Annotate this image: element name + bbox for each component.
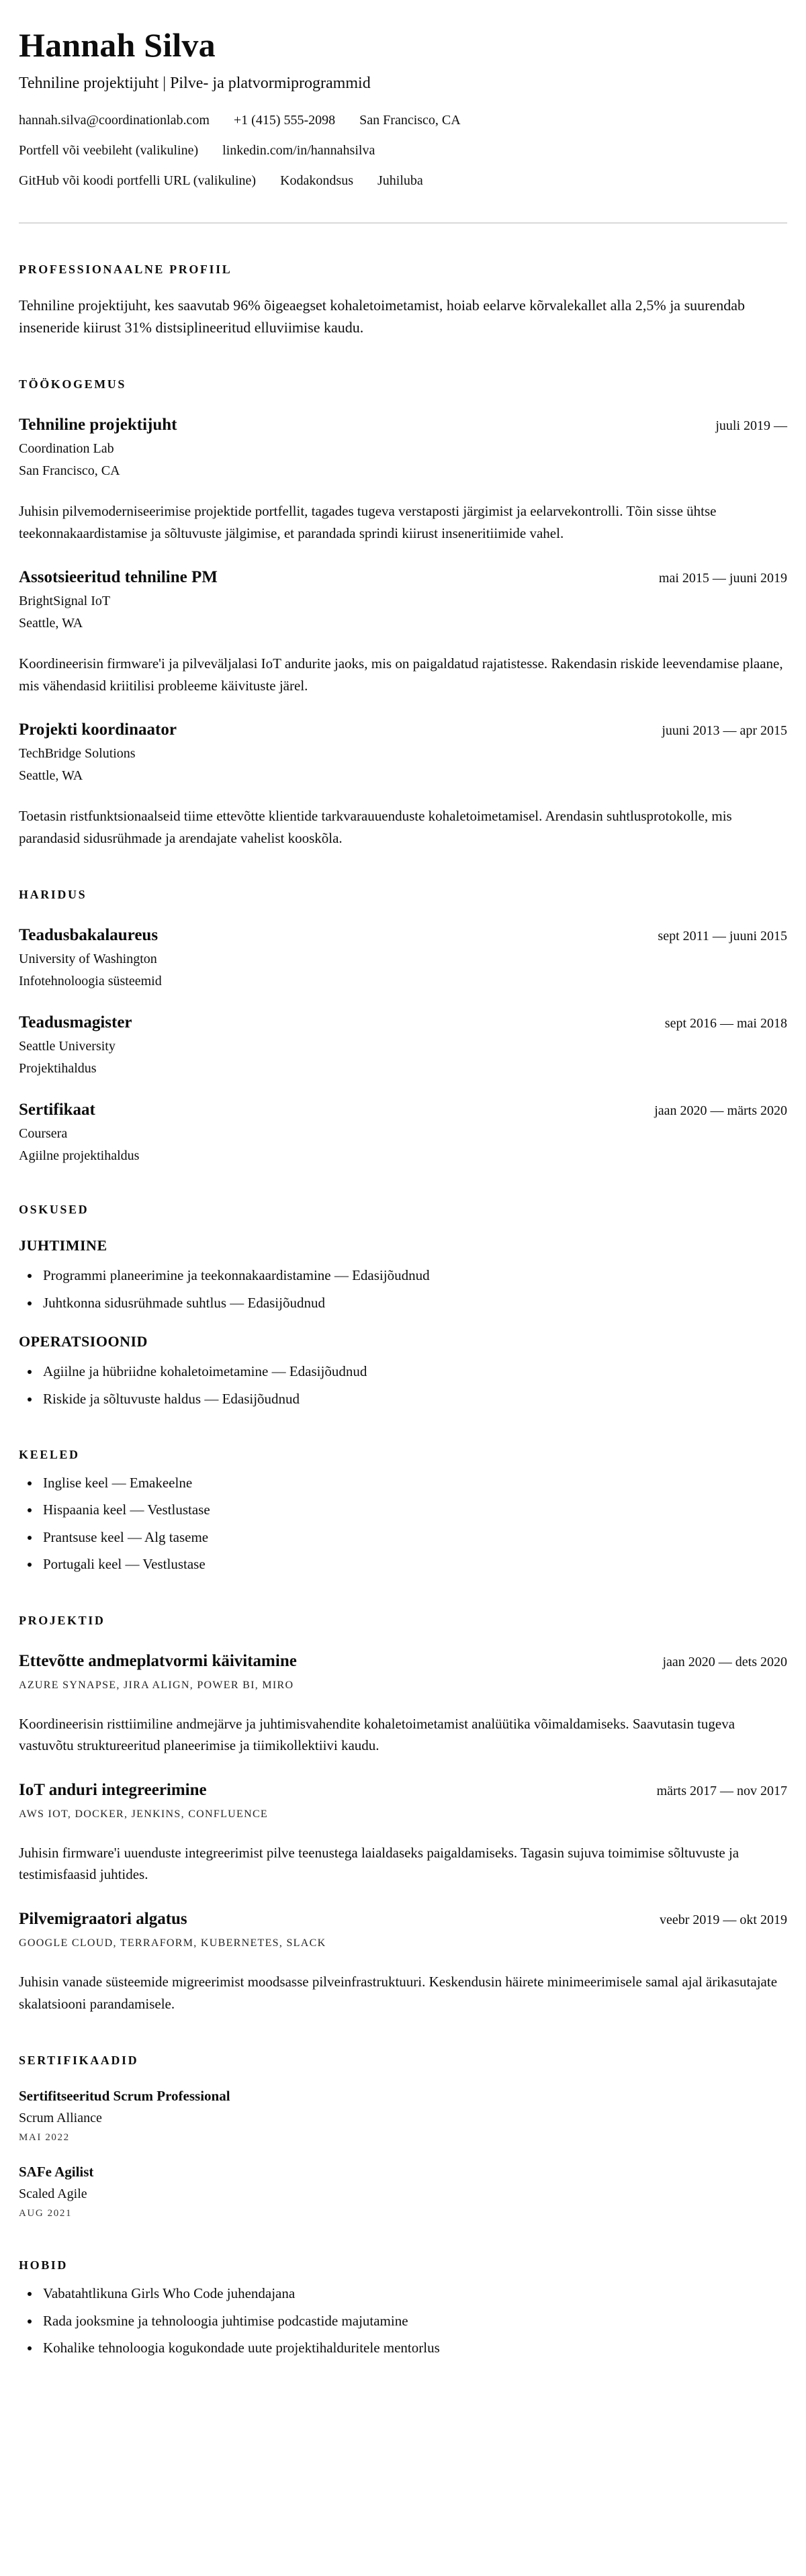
school-name: University of Washington [19, 952, 157, 967]
hobby-item: • Kohalike tehnoloogia kogukondade uute projektihalduritele mentorlus [40, 2338, 787, 2358]
skill-item: • Riskide ja sõltuvuste haldus — Edasijõudnud [40, 1389, 787, 1409]
section-projects [19, 1614, 787, 2015]
school-name: Seattle University [19, 1039, 116, 1054]
field-of-study: Agiilne projektihaldus [19, 1148, 140, 1164]
contact-item-portfolio: Portfell või veebileht (valikuline) [19, 143, 199, 158]
hobby-list [19, 2283, 787, 2358]
field-of-study: Projektihaldus [19, 1061, 97, 1076]
language-item: • Hispaania keel — Vestlustase [40, 1500, 787, 1520]
section-certifications [19, 2054, 787, 2219]
contact-item-drivers-license: Juhiluba [377, 173, 423, 188]
certification-entry [19, 2088, 787, 2144]
job-location: Seattle, WA [19, 616, 83, 631]
section-hobbies [19, 2258, 787, 2358]
section-profile [19, 263, 787, 338]
job-title: Assotsieeritud tehniline PM [19, 568, 218, 587]
contact-item-email: hannah.silva@coordinationlab.com [19, 113, 210, 128]
project-dates: jaan 2020 — dets 2020 [662, 1654, 787, 1669]
school-name: Coursera [19, 1126, 68, 1142]
project-entry-head [19, 1652, 787, 1671]
candidate-name: Hannah Silva [19, 26, 216, 64]
certification-date: AUG 2021 [19, 2208, 73, 2219]
field-of-study: Infotehnoloogia süsteemid [19, 974, 162, 989]
experience-entry [19, 416, 787, 544]
project-title: Pilvemigraatori algatus [19, 1909, 187, 1928]
section-heading-skills: OSKUSED [19, 1203, 89, 1217]
header-divider [19, 222, 787, 224]
project-tech-stack: AZURE SYNAPSE, JIRA ALIGN, POWER BI, MIRO [19, 1679, 294, 1691]
project-title: IoT anduri integreerimine [19, 1780, 207, 1799]
section-languages [19, 1448, 787, 1575]
experience-entry-head [19, 721, 787, 739]
degree-dates: sept 2011 — juuni 2015 [658, 929, 787, 944]
degree-title: Teadusbakalaureus [19, 926, 159, 945]
project-entry [19, 1781, 787, 1886]
skill-item: • Juhtkonna sidusrühmade suhtlus — Edasijõudnud [40, 1293, 787, 1313]
hobby-item: • Rada jooksmine ja tehnoloogia juhtimise podcastide majutamine [40, 2311, 787, 2331]
job-title: Projekti koordinaator [19, 721, 177, 739]
contact-item-citizenship: Kodakondsus [280, 173, 353, 188]
certification-entry [19, 2164, 787, 2219]
candidate-tagline: Tehniline projektijuht | Pilve- ja platvormiprogrammid [19, 75, 371, 92]
section-heading-certifications: SERTIFIKAADID [19, 2054, 139, 2068]
experience-entry [19, 568, 787, 696]
section-heading-education: HARIDUS [19, 888, 87, 902]
job-description: Juhisin pilvemoderniseerimise projektide portfellit, tagades tugeva verstaposti järgimist ja eelarvekontrolli. Tõin sisse ühtse teekonnakaardistamise ja sõltuvuste jälgimise, et parandada sprindi kiirust inseneritiimide vahel. [19, 503, 717, 541]
project-dates: veebr 2019 — okt 2019 [660, 1912, 787, 1927]
project-tech-stack: AWS IOT, DOCKER, JENKINS, CONFLUENCE [19, 1808, 268, 1820]
education-entry-head [19, 926, 787, 945]
certification-date: MAI 2022 [19, 2132, 70, 2144]
project-entry [19, 1652, 787, 1757]
section-heading-profile: PROFESSIONAALNE PROFIIL [19, 263, 232, 276]
job-company: Coordination Lab [19, 441, 114, 456]
education-entry [19, 1101, 787, 1164]
certification-name: Sertifitseeritud Scrum Professional [19, 2088, 230, 2105]
skill-group-title: JUHTIMINE [19, 1237, 107, 1254]
resume-header [19, 27, 787, 189]
certification-name: SAFe Agilist [19, 2164, 94, 2180]
contact-row-2 [19, 143, 787, 158]
section-education [19, 888, 787, 1164]
certification-issuer: Scrum Alliance [19, 2111, 102, 2126]
degree-title: Teadusmagister [19, 1013, 132, 1032]
section-heading-hobbies: HOBID [19, 2258, 69, 2272]
project-description: Juhisin vanade süsteemide migreerimist moodsasse pilveinfrastruktuuri. Keskendusin häirete minimeerimisele samal ajal ärikasutajate skalatsiooni parandamisele. [19, 1973, 778, 2012]
skill-list [19, 1361, 787, 1409]
certification-issuer: Scaled Agile [19, 2187, 87, 2202]
education-entry [19, 1013, 787, 1076]
experience-entry-head [19, 568, 787, 587]
project-title: Ettevõtte andmeplatvormi käivitamine [19, 1651, 297, 1670]
project-description: Koordineerisin risttiimiline andmejärve ja juhtimisvahendite kohaletoimetamist analüütika võimaldamiseks. Saavutasin tugeva vastuvõtu struktureeritud planeerimise ja tiimikollektiivi kaudu. [19, 1715, 735, 1754]
project-tech-stack: GOOGLE CLOUD, TERRAFORM, KUBERNETES, SLACK [19, 1937, 326, 1949]
education-entry-head [19, 1013, 787, 1032]
contact-item-github: GitHub või koodi portfelli URL (valikuline) [19, 173, 257, 188]
skill-item: • Agiilne ja hübriidne kohaletoimetamine — Edasijõudnud [40, 1361, 787, 1381]
language-item: • Inglise keel — Emakeelne [40, 1473, 787, 1493]
job-description: Koordineerisin firmware'i ja pilveväljalasi IoT andurite jaoks, mis on paigaldatud rajatistesse. Rakendasin riskide leevendamise plaane, mis vähendasid kriitilisi probleeme käivituste järel. [19, 655, 783, 694]
degree-dates: jaan 2020 — märts 2020 [654, 1103, 787, 1119]
job-dates: juuli 2019 — [715, 418, 787, 433]
contact-row-3 [19, 173, 787, 189]
job-description: Toetasin ristfunktsionaalseid tiime ettevõtte klientide tarkvarauuenduste kohaletoimetamisel. Arendasin suhtlusprotokolle, mis parandasid sidusrühmade ja arendajate vahelist kooskõla. [19, 808, 732, 846]
job-company: BrightSignal IoT [19, 594, 111, 609]
degree-dates: sept 2016 — mai 2018 [664, 1016, 787, 1031]
contact-item-linkedin: linkedin.com/in/hannahsilva [222, 143, 375, 158]
hobby-item: • Vabatahtlikuna Girls Who Code juhendajana [40, 2283, 787, 2303]
language-item: • Portugali keel — Vestlustase [40, 1554, 787, 1574]
section-heading-projects: PROJEKTID [19, 1613, 105, 1627]
contact-item-location: San Francisco, CA [359, 113, 461, 128]
skill-item: • Programmi planeerimine ja teekonnakaardistamine — Edasijõudnud [40, 1265, 787, 1285]
education-entry-head [19, 1101, 787, 1119]
profile-summary: Tehniline projektijuht, kes saavutab 96% õigeaegset kohaletoimetamist, hoiab eelarve kõrvalekallet alla 2,5% ja suurendab inseneride kiirust 31% distsiplineeritud elluviimise kaudu. [19, 297, 745, 336]
contact-row-1 [19, 113, 787, 128]
section-skills [19, 1203, 787, 1409]
degree-title: Sertifikaat [19, 1101, 95, 1119]
skill-list [19, 1265, 787, 1313]
job-dates: mai 2015 — juuni 2019 [658, 571, 787, 586]
job-dates: juuni 2013 — apr 2015 [662, 723, 787, 739]
job-company: TechBridge Solutions [19, 746, 136, 762]
experience-entry-head [19, 416, 787, 434]
language-list [19, 1473, 787, 1575]
education-entry [19, 926, 787, 989]
project-entry-head [19, 1910, 787, 1929]
project-description: Juhisin firmware'i uuenduste integreerimist pilve teenustega laialdaseks paigaldamiseks. Tagasin sujuva toimimise sõltuvuste ja testimisfaasid juhtides. [19, 1844, 740, 1883]
language-item: • Prantsuse keel — Alg taseme [40, 1527, 787, 1547]
skill-group-title: OPERATSIOONID [19, 1333, 148, 1350]
section-heading-experience: TÖÖKOGEMUS [19, 377, 127, 391]
experience-entry [19, 721, 787, 849]
contact-item-phone: +1 (415) 555-2098 [233, 113, 336, 128]
project-entry-head [19, 1781, 787, 1800]
section-heading-languages: KEELED [19, 1448, 80, 1462]
section-experience [19, 377, 787, 849]
job-location: Seattle, WA [19, 768, 83, 784]
job-title: Tehniline projektijuht [19, 416, 177, 434]
job-location: San Francisco, CA [19, 463, 120, 478]
project-entry [19, 1910, 787, 2015]
project-dates: märts 2017 — nov 2017 [656, 1783, 787, 1798]
